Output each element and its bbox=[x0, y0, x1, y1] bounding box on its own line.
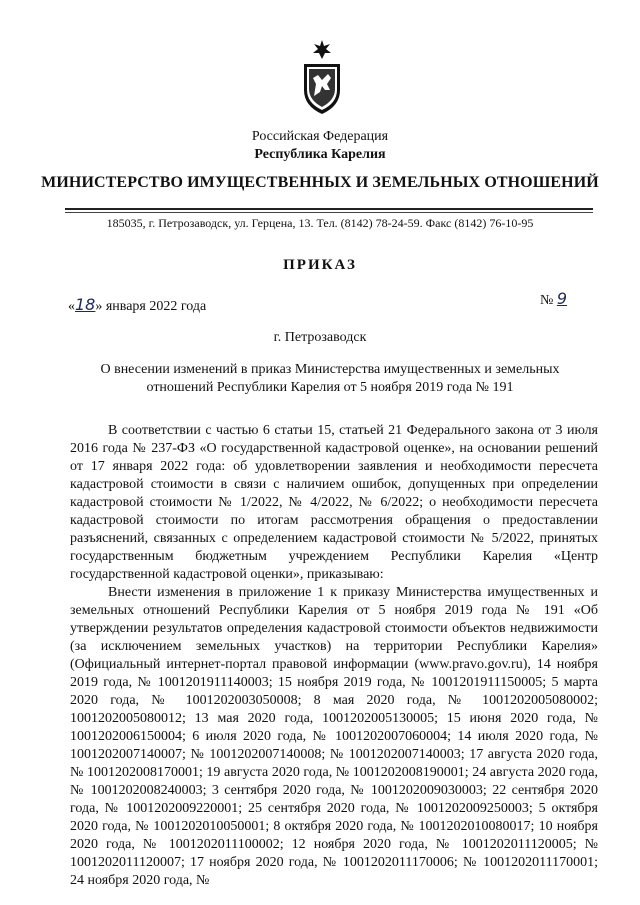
header-divider-thick bbox=[65, 208, 593, 210]
body-paragraph-1: В соответствии с частью 6 статьи 15, статьей 21 Федерального закона от 3 июля 2016 года № 237-ФЗ «О государственной кадастровой оценке», на основании решений от 17 января 2022 года: об удовлетворении заявления и необходимости пересчета кадастровой стоимости в связи с наличием ошибок, допущенных при определении кадастровой стоимости № 1/2022, № 4/2022, № 6/2022; о необходимости пересчета кадастровой стоимости по итогам рассмотрения обращения о предоставлении разъяснений, связанных с определением кадастровой стоимости № 5/2022, принятых государственным бюджетным учреждением Республики Карелия «Центр государственной кадастровой оценки», приказываю: bbox=[70, 423, 598, 582]
city-name: г. Петрозаводск bbox=[273, 330, 367, 345]
number-handwritten: 9 bbox=[556, 289, 568, 308]
ministry-name: МИНИСТЕРСТВО ИМУЩЕСТВЕННЫХ И ЗЕМЕЛЬНЫХ ОТНОШЕНИЙ bbox=[41, 174, 599, 191]
order-date bbox=[68, 295, 206, 315]
country-name: Российская Федерация bbox=[251, 129, 389, 144]
document-title: ПРИКАЗ bbox=[283, 257, 357, 273]
order-subject: О внесении изменений в приказ Министерства имущественных и земельных отношений Республики Карелия от 5 ноября 2019 года № 191 bbox=[100, 362, 560, 395]
order-number bbox=[540, 289, 567, 309]
date-rest: » января 2022 года bbox=[95, 299, 207, 314]
republic-name: Республика Карелия bbox=[254, 147, 386, 162]
header-divider-thin bbox=[65, 212, 593, 213]
karelia-coat-of-arms-emblem bbox=[298, 40, 346, 116]
body-paragraph-2: Внести изменения в приложение 1 к приказу Министерства имущественных и земельных отношений Республики Карелия от 5 ноября 2019 года № 191 «Об утверждении результатов определения кадастровой стоимости объектов недвижимости (за исключением земельных участков) на территории Республики Карелия» (Официальный интернет-портал правовой информации (www.pravo.gov.ru), 14 ноября 2019 года, № 1001201911140003; 15 ноября 2019 года, № 1001201911150005; 5 марта 2020 года, № 1001202003050008; 8 мая 2020 года, № 1001202005080002; 1001202005080012; 13 мая 2020 года, 1001202005130005; 15 июня 2020 года, № 1001202006150004; 6 июля 2020 года, № 1001202007060004; 14 июля 2020 года, № 1001202007140007; № 1001202007140008; № 1001202007140003; 17 августа 2020 года, № 1001202008170001; 19 августа 2020 года, № 1001202008190001; 24 августа 2020 года, № 1001202008240003; 3 сентября 2020 года, № 1001202009030003; 22 сентября 2020 года, № 1001202009220001; 25 сентября 2020 года, № 1001202009250003; 5 октября 2020 года, № 1001202010050001; 8 октября 2020 года, № 1001202010080017; 10 ноября 2020 года, № 1001202011100002; 12 ноября 2020 года, № 1001202011120005; № 1001202011120007; 17 ноября 2020 года, № 1001202011170006; № 1001202011170001; 24 ноября 2020 года, № bbox=[70, 585, 598, 888]
date-open-quote: « bbox=[68, 299, 75, 314]
ministry-address: 185035, г. Петрозаводск, ул. Герцена, 13. Тел. (8142) 78-24-59. Факс (8142) 76-10-95 bbox=[106, 216, 534, 230]
date-day-handwritten: 18 bbox=[75, 295, 96, 314]
order-body bbox=[70, 422, 598, 890]
number-label: № bbox=[540, 293, 554, 308]
